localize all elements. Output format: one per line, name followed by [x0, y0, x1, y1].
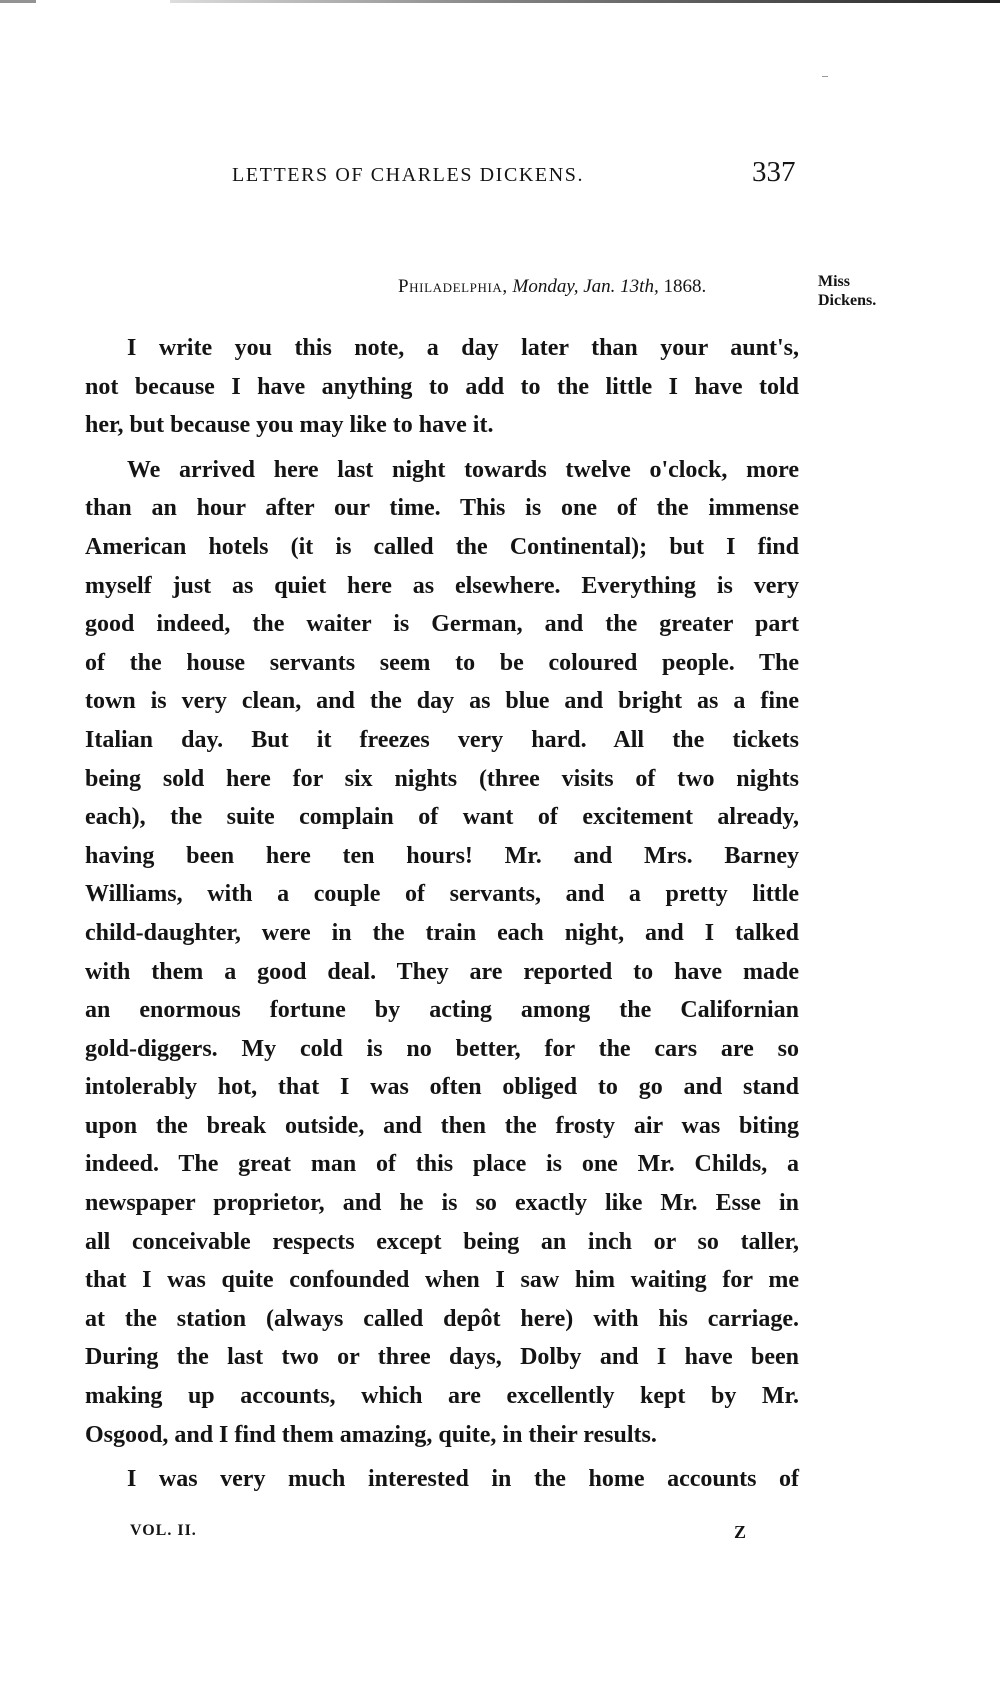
stray-mark — [822, 76, 828, 77]
letter-year: 1868. — [663, 276, 707, 297]
body-line: an enormous fortune by acting among the Californian — [85, 997, 799, 1024]
body-line: I was very much interested in the home accounts of — [127, 1466, 799, 1493]
body-line: We arrived here last night towards twelve o'clock, more — [127, 456, 799, 483]
body-line: intolerably hot, that I was often obliged to go and stand — [85, 1074, 799, 1101]
body-line: having been here ten hours! Mr. and Mrs. Barney — [85, 842, 799, 869]
letter-dateline — [398, 276, 706, 298]
volume-signature: VOL. II. — [130, 1522, 197, 1539]
body-line: child-daughter, were in the train each night, and I talked — [85, 919, 799, 946]
body-line: her, but because you may like to have it. — [85, 412, 494, 439]
recipient-side-note — [818, 272, 876, 310]
body-line: town is very clean, and the day as blue and bright as a fine — [85, 688, 799, 715]
body-line: newspaper proprietor, and he is so exactly like Mr. Esse in — [85, 1190, 799, 1217]
body-line: indeed. The great man of this place is one Mr. Childs, a — [85, 1151, 799, 1178]
gathering-mark: Z — [734, 1522, 747, 1542]
body-line: good indeed, the waiter is German, and the greater part — [85, 611, 799, 638]
scan-speck — [0, 0, 36, 3]
body-line: Williams, with a couple of servants, and a pretty little — [85, 881, 799, 908]
recipient-line-1: Miss — [818, 273, 850, 290]
running-title: LETTERS OF CHARLES DICKENS. — [232, 164, 585, 186]
scan-edge-shadow — [170, 0, 1000, 3]
page-number: 337 — [752, 156, 796, 188]
letter-body — [85, 329, 799, 1499]
body-line: making up accounts, which are excellently kept by Mr. — [85, 1383, 799, 1410]
letter-place: Philadelphia, — [398, 276, 508, 297]
body-line: all conceivable respects except being an inch or so taller, — [85, 1228, 799, 1255]
running-head — [0, 156, 1000, 196]
body-line: Osgood, and I find them amazing, quite, in their results. — [85, 1421, 657, 1448]
body-line: I write you this note, a day later than your aunt's, — [127, 335, 799, 361]
body-line: that I was quite confounded when I saw him waiting for me — [85, 1267, 799, 1294]
body-line: During the last two or three days, Dolby and I have been — [85, 1344, 799, 1371]
body-line: of the house servants seem to be coloured people. The — [85, 649, 799, 676]
letter-date: Jan. 13th, — [583, 276, 659, 297]
body-line: with them a good deal. They are reported to have made — [85, 958, 799, 985]
body-line: Italian day. But it freezes very hard. All the tickets — [85, 726, 799, 753]
letter-day: Monday, — [512, 276, 579, 297]
recipient-line-2: Dickens. — [818, 292, 877, 309]
body-line: upon the break outside, and then the frosty air was biting — [85, 1112, 799, 1139]
body-line: gold-diggers. My cold is no better, for the cars are so — [85, 1035, 799, 1062]
body-line: at the station (always called depôt here) with his carriage. — [85, 1305, 799, 1332]
body-line: each), the suite complain of want of excitement already, — [85, 804, 799, 831]
body-line: being sold here for six nights (three visits of two nights — [85, 765, 799, 792]
body-line: myself just as quiet here as elsewhere. Everything is very — [85, 572, 799, 599]
body-line: than an hour after our time. This is one of the immense — [85, 495, 799, 522]
body-line: not because I have anything to add to the little I have told — [85, 373, 799, 400]
body-line: American hotels (it is called the Continental); but I find — [85, 533, 799, 560]
